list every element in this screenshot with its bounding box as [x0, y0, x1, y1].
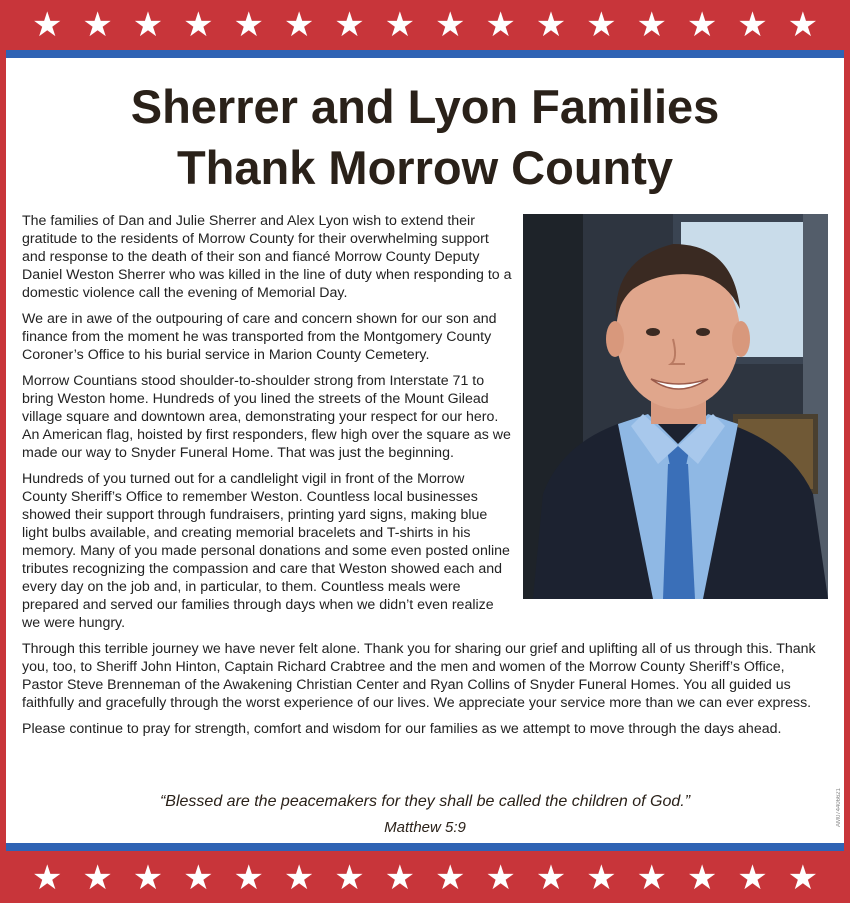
star-icon: ★ [737, 858, 768, 898]
bottom-star-border [0, 853, 850, 903]
star-icon: ★ [82, 5, 113, 45]
scripture-citation: Matthew 5:9 [384, 819, 466, 836]
star-icon: ★ [686, 5, 718, 45]
star-icon: ★ [31, 858, 63, 898]
paragraph-pray: Please continue to pray for strength, comfort and wisdom for our families as we attempt to move through the days ahead. [22, 721, 782, 737]
star-icon: ★ [132, 5, 164, 45]
top-blue-stripe [6, 50, 844, 58]
star-icon: ★ [535, 5, 567, 45]
title-line-1: Sherrer and Lyon Families [130, 80, 720, 133]
star-icon: ★ [183, 858, 214, 898]
star-icon: ★ [586, 5, 617, 45]
title-line-2: Thank Morrow County [176, 141, 674, 194]
star-icon: ★ [233, 858, 264, 898]
star-icon: ★ [283, 5, 315, 45]
paragraph-vigil: Hundreds of you turned out for a candlelight vigil in front of the Morrow County Sheriff’s Office to remember Weston. Countless local businesses showed their support through fundraisers, printing yard signs, making blue light bulbs available, and creating memorial bracelets and T-shirts in his memory. Many of you made personal donations and some even posted online tributes recognizing the compassion and care that Weston showed each and every day on the job and, in particular, to them. Countless meals were prepared and served our families through days when we didn’t even realize we were hungry. [22, 471, 510, 631]
star-icon: ★ [183, 5, 214, 45]
ad-code: AM074406621 [836, 788, 842, 828]
paragraph-gratitude: The families of Dan and Julie Sherrer and Alex Lyon wish to extend their gratitude to the residents of Morrow County for their overwhelming support and response to the death of their son and fiancé Morrow County Deputy Daniel Weston Sherrer who was killed in the line of duty when responding to a domestic violence call the evening of Memorial Day. [22, 213, 512, 301]
bottom-blue-stripe [6, 843, 844, 851]
star-icon: ★ [737, 5, 768, 45]
notice-panel [6, 58, 844, 843]
page-title [6, 76, 844, 198]
photo-spacer [512, 212, 822, 602]
star-icon: ★ [636, 858, 667, 898]
star-icon: ★ [434, 858, 466, 898]
star-icon: ★ [132, 858, 164, 898]
star-icon: ★ [334, 5, 365, 45]
star-icon: ★ [686, 858, 718, 898]
star-icon: ★ [283, 858, 315, 898]
paragraph-awe: We are in awe of the outpouring of care and concern shown for our son and finance from the moment he was transported from the Montgomery County Coroner’s Office to his burial service in Marion County Cemetery. [22, 311, 497, 363]
scripture-quote: “Blessed are the peacemakers for they shall be called the children of God.” [159, 793, 691, 810]
star-icon: ★ [384, 858, 416, 898]
star-icon: ★ [586, 858, 617, 898]
star-icon: ★ [485, 5, 516, 45]
star-icon: ★ [485, 858, 516, 898]
star-icon: ★ [31, 5, 63, 45]
star-icon: ★ [384, 5, 416, 45]
star-icon: ★ [535, 858, 567, 898]
star-icon: ★ [334, 858, 365, 898]
notice-body [22, 212, 822, 746]
star-icon: ★ [787, 858, 819, 898]
star-icon: ★ [434, 5, 466, 45]
star-icon: ★ [636, 5, 667, 45]
star-icon: ★ [787, 5, 819, 45]
paragraph-countians: Morrow Countians stood shoulder-to-shoulder strong from Interstate 71 to bring Weston home. Hundreds of you lined the streets of the Mount Gilead village square and downtown area, demonstrating your respect for our hero. An American flag, hoisted by first responders, flew high over the square as we made our way to Snyder Funeral Home. That was just the beginning. [22, 373, 511, 461]
star-icon: ★ [82, 858, 113, 898]
star-icon: ★ [233, 5, 264, 45]
paragraph-journey: Through this terrible journey we have never felt alone. Thank you for sharing our grief and uplifting all of us through this. Thank you, too, to Sheriff John Hinton, Captain Richard Crabtree and the men and women of the Morrow County Sheriff’s Office, Pastor Steve Brenneman of the Awakening Christian Center and Ryan Collins of Snyder Funeral Homes. You all guided us faithfully and gracefully through the worst experience of our lives. We appreciate your service more than we can ever express. [22, 641, 816, 711]
top-star-border [0, 0, 850, 50]
